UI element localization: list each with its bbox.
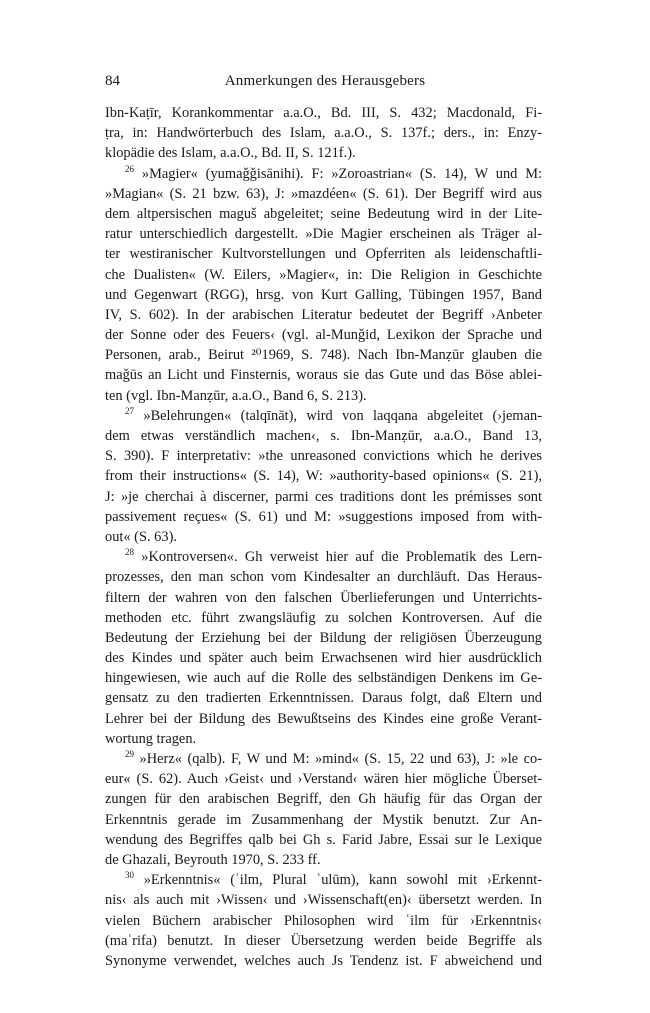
text-line: [105, 103, 542, 123]
text-line: [105, 668, 542, 688]
text-line: [105, 709, 542, 729]
line-text: gensatz zu den tradierten Erkenntnissen. Daraus folgt, daß Eltern und: [105, 690, 542, 707]
line-text: Ibn-Kaṭīr, Korankommentar a.a.O., Bd. III, S. 432; Macdonald, Fi-: [105, 105, 542, 121]
text-line: [105, 789, 542, 809]
text-line: [105, 830, 542, 850]
line-text: out« (S. 63).: [105, 528, 177, 545]
text-line: [105, 365, 542, 385]
footnote-number: 29: [125, 749, 134, 760]
text-line: [105, 890, 542, 910]
text-line: [105, 285, 542, 305]
line-text: »Erkenntnis« (ʿilm, Plural ʿulūm), kann sowohl mit ›Erkennt-: [143, 872, 542, 889]
line-text: dem altpersischen maguš abgeleitet; seine Bedeutung wird in der Lite-: [105, 205, 542, 222]
text-line: [105, 487, 542, 507]
line-text: filtern der wahren von den falschen Überlieferungen und Unterrichts-: [105, 589, 542, 606]
text-line: [105, 628, 542, 648]
page-number: 84: [105, 73, 120, 89]
text-line: [105, 567, 542, 587]
line-text: from their instructions« (S. 14), W: »authority-based opinions« (S. 21),: [105, 468, 542, 485]
line-text: dem etwas verständlich machen‹, s. Ibn-Manẓūr, a.a.O., Band 13,: [105, 428, 542, 444]
text-line: [105, 608, 542, 628]
running-head: Anmerkungen des Herausgebers: [224, 73, 426, 89]
line-text: de Ghazali, Beyrouth 1970, S. 233 ff.: [105, 851, 321, 868]
text-line: [105, 265, 542, 285]
line-text: passivement reçues« (S. 61) und M: »suggestions imposed from with-: [105, 508, 542, 525]
line-text: S. 390). F interpretativ: »the unreasoned convictions which he derives: [105, 448, 542, 465]
line-text: der Sonne oder des Feuers‹ (vgl. al-Munǧid, Lexikon der Sprache und: [105, 327, 542, 344]
line-text: prozesses, den man schon vom Kindesalter an durchläuft. Das Heraus-: [105, 569, 542, 586]
text-line: [105, 588, 542, 608]
line-text: Personen, arab., Beirut ²⁰1969, S. 748). Nach Ibn-Manẓūr glauben die: [105, 347, 542, 364]
text-line: [105, 204, 542, 224]
text-line: [105, 507, 542, 527]
text-line: [105, 951, 542, 971]
line-text: zungen für den arabischen Begriff, den Gh häufig für das Organ der: [105, 791, 542, 808]
text-line: [105, 749, 542, 769]
footnote-number: 28: [125, 547, 134, 558]
text-line: [105, 850, 542, 870]
line-text: »Herz« (qalb). F, W und M: »mind« (S. 15, 22 und 63), J: »le co-: [139, 751, 542, 767]
line-text: ratur unterschiedlich dargestellt. »Die Magier erscheinen als Träger al-: [105, 226, 542, 243]
line-text: maǧūs an Licht und Finsternis, woraus sie das Gute und das Böse ablei-: [105, 367, 542, 384]
text-line: [105, 164, 542, 184]
text-line: [105, 325, 542, 345]
line-text: ten (vgl. Ibn-Manẓūr, a.a.O., Band 6, S. 213).: [105, 387, 367, 404]
footnote-number: 27: [125, 406, 134, 417]
footnotes-body: [105, 103, 542, 971]
text-line: [105, 870, 542, 890]
text-line: [105, 426, 542, 446]
line-text: wendung des Begriffes qalb bei Gh s. Farid Jabre, Essai sur le Lexique: [105, 831, 542, 848]
line-text: che Dualisten« (W. Eilers, »Magier«, in: Die Religion in Geschichte: [105, 266, 542, 283]
line-text: ter westiranischer Kultvorstellungen und Opferriten als leidenschaftli-: [105, 246, 542, 263]
line-text: »Kontroversen«. Gh verweist hier auf die Problematik des Lern-: [141, 549, 542, 566]
line-text: »Belehrungen« (talqīnāt), wird von laqqana abgeleitet (›jeman-: [143, 407, 542, 424]
page-header: [0, 73, 650, 95]
line-text: J: »je cherchai à discerner, parmi ces traditions dont les prémisses sont: [105, 488, 542, 505]
line-text: methoden etc. führt zwangsläufig zu solchen Kontroversen. Auf die: [105, 609, 542, 626]
line-text: ṭra, in: Handwörterbuch des Islam, a.a.O., S. 137f.; ders., in: Enzy-: [105, 125, 542, 142]
text-line: [105, 527, 542, 547]
text-line: [105, 386, 542, 406]
footnote-number: 30: [125, 870, 134, 881]
line-text: wortung tragen.: [105, 730, 197, 747]
text-line: [105, 143, 542, 163]
line-text: klopädie des Islam, a.a.O., Bd. II, S. 121f.).: [105, 145, 356, 162]
line-text: vielen Büchern arabischer Philosophen wird ʿilm für ›Erkenntnis‹: [105, 912, 542, 929]
line-text: »Magier« (yumaǧǧisānihi). F: »Zoroastrian« (S. 14), W und M:: [141, 165, 542, 182]
text-line: [105, 244, 542, 264]
line-text: nis‹ als auch mit ›Wissen‹ und ›Wissenschaft(en)‹ übersetzt werden. In: [105, 892, 542, 909]
footnote-number: 26: [125, 163, 134, 174]
line-text: Bedeutung der Erziehung bei der Bildung der religiösen Überzeugung: [105, 629, 542, 646]
text-line: [105, 810, 542, 830]
line-text: des Kindes und später auch beim Erwachsenen wird hier ausdrücklich: [105, 650, 542, 667]
line-text: »Magian« (S. 21 bzw. 63), J: »mazdéen« (S. 61). Der Begriff wird aus: [105, 185, 542, 202]
line-text: IV, S. 602). In der arabischen Literatur bedeutet der Begriff ›Anbeter: [105, 306, 542, 323]
text-line: [105, 911, 542, 931]
text-line: [105, 184, 542, 204]
line-text: Lehrer bei der Bildung des Bewußtseins des Kindes eine große Verant-: [105, 710, 542, 727]
text-line: [105, 769, 542, 789]
line-text: (maʿrifa) benutzt. In dieser Übersetzung werden beide Begriffe als: [105, 932, 542, 949]
line-text: Synonyme verwendet, welches auch Js Tendenz ist. F abweichend und: [105, 952, 542, 969]
text-line: [105, 345, 542, 365]
text-line: [105, 466, 542, 486]
text-line: [105, 406, 542, 426]
text-line: [105, 224, 542, 244]
line-text: hingewiesen, wie auch auf die Rolle des selbständigen Denkens im Ge-: [105, 670, 542, 687]
text-line: [105, 931, 542, 951]
text-line: [105, 729, 542, 749]
text-line: [105, 305, 542, 325]
text-line: [105, 688, 542, 708]
line-text: Erkenntnis gerade im Zusammenhang der Mystik benutzt. Zur An-: [105, 811, 542, 828]
line-text: eur« (S. 62). Auch ›Geist‹ und ›Verstand‹ wären hier mögliche Überset-: [105, 771, 542, 788]
text-line: [105, 446, 542, 466]
text-line: [105, 648, 542, 668]
text-line: [105, 123, 542, 143]
line-text: und Gegenwart (RGG), hrsg. von Kurt Galling, Tübingen 1957, Band: [105, 286, 542, 303]
text-line: [105, 547, 542, 567]
